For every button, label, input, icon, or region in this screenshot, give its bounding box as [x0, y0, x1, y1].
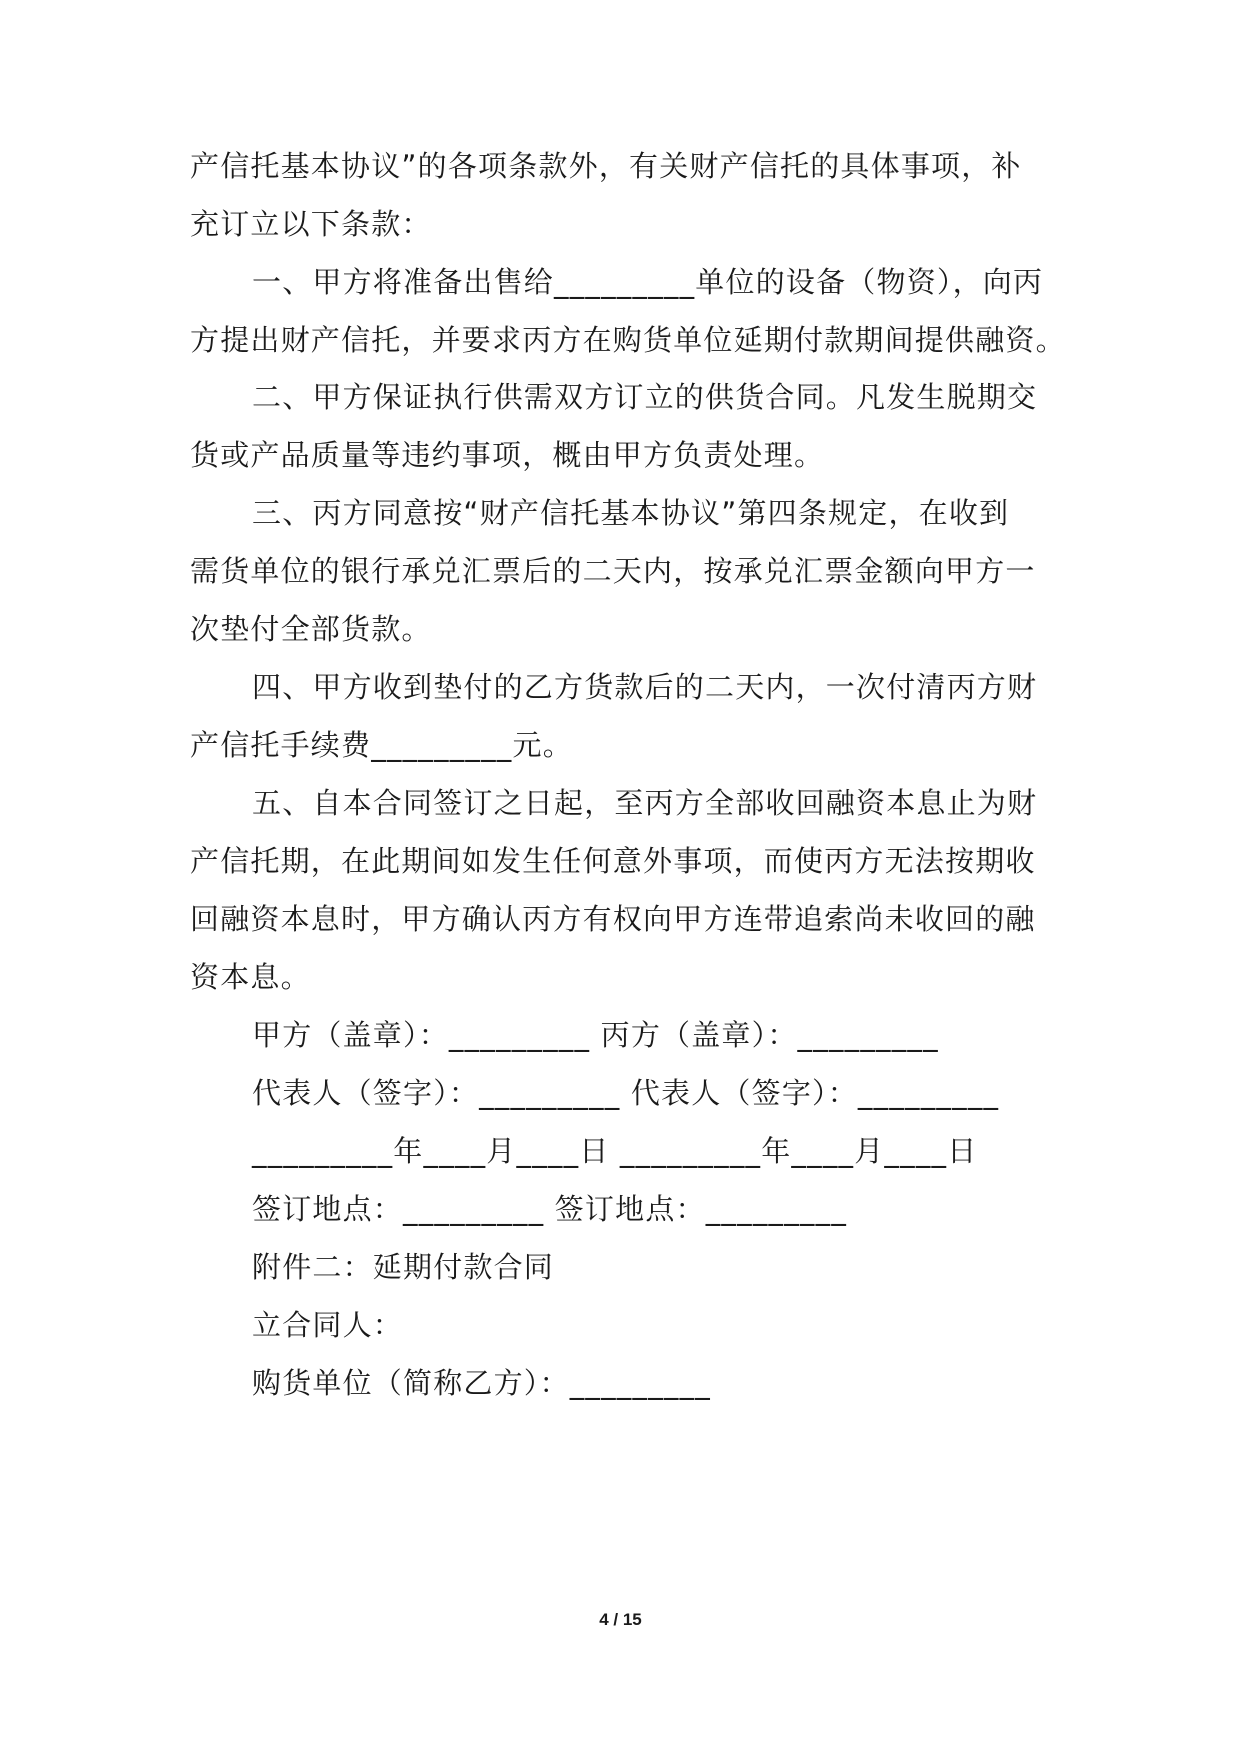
attachment-title: 附件二：延期付款合同 — [252, 1250, 555, 1284]
clause-1-line: 方提出财产信托，并要求丙方在购货单位延期付款期间提供融资。 — [190, 323, 1066, 357]
clause-5-line: 五、自本合同签订之日起，至丙方全部收回融资本息止为财 — [252, 786, 1038, 820]
clause-5-line: 回融资本息时，甲方确认丙方有权向甲方连带追索尚未收回的融 — [190, 902, 1036, 936]
clause-1-line: 一、甲方将准备出售给_________单位的设备（物资），向丙 — [252, 265, 1044, 299]
signing-location-line: 签订地点：_________ 签订地点：_________ — [252, 1192, 848, 1226]
page-number: 4 / 15 — [599, 1610, 642, 1629]
seal-line: 甲方（盖章）：_________ 丙方（盖章）：_________ — [252, 1018, 939, 1052]
body-text-line: 充订立以下条款： — [190, 207, 432, 241]
representative-signature-line: 代表人（签字）：_________ 代表人（签字）：_________ — [252, 1076, 1000, 1110]
buyer-unit-line: 购货单位（简称乙方）：_________ — [252, 1366, 712, 1400]
body-text-line: 产信托基本协议”的各项条款外，有关财产信托的具体事项，补 — [190, 149, 1022, 183]
clause-4-line: 产信托手续费_________元。 — [190, 728, 573, 762]
clause-3-line: 次垫付全部货款。 — [190, 612, 432, 646]
clause-5-line: 产信托期，在此期间如发生任何意外事项，而使丙方无法按期收 — [190, 844, 1036, 878]
clause-5-line: 资本息。 — [190, 960, 311, 994]
clause-2-line: 货或产品质量等违约事项，概由甲方负责处理。 — [190, 438, 825, 472]
clause-4-line: 四、甲方收到垫付的乙方货款后的二天内，一次付清丙方财 — [252, 670, 1038, 704]
clause-3-line: 三、丙方同意按“财产信托基本协议”第四条规定，在收到 — [252, 496, 1010, 530]
contract-parties-label: 立合同人： — [252, 1308, 404, 1342]
clause-2-line: 二、甲方保证执行供需双方订立的供货合同。凡发生脱期交 — [252, 380, 1038, 414]
date-line: _________年____月____日 _________年____月____日 — [252, 1134, 978, 1168]
clause-3-line: 需货单位的银行承兑汇票后的二天内，按承兑汇票金额向甲方一 — [190, 554, 1036, 588]
